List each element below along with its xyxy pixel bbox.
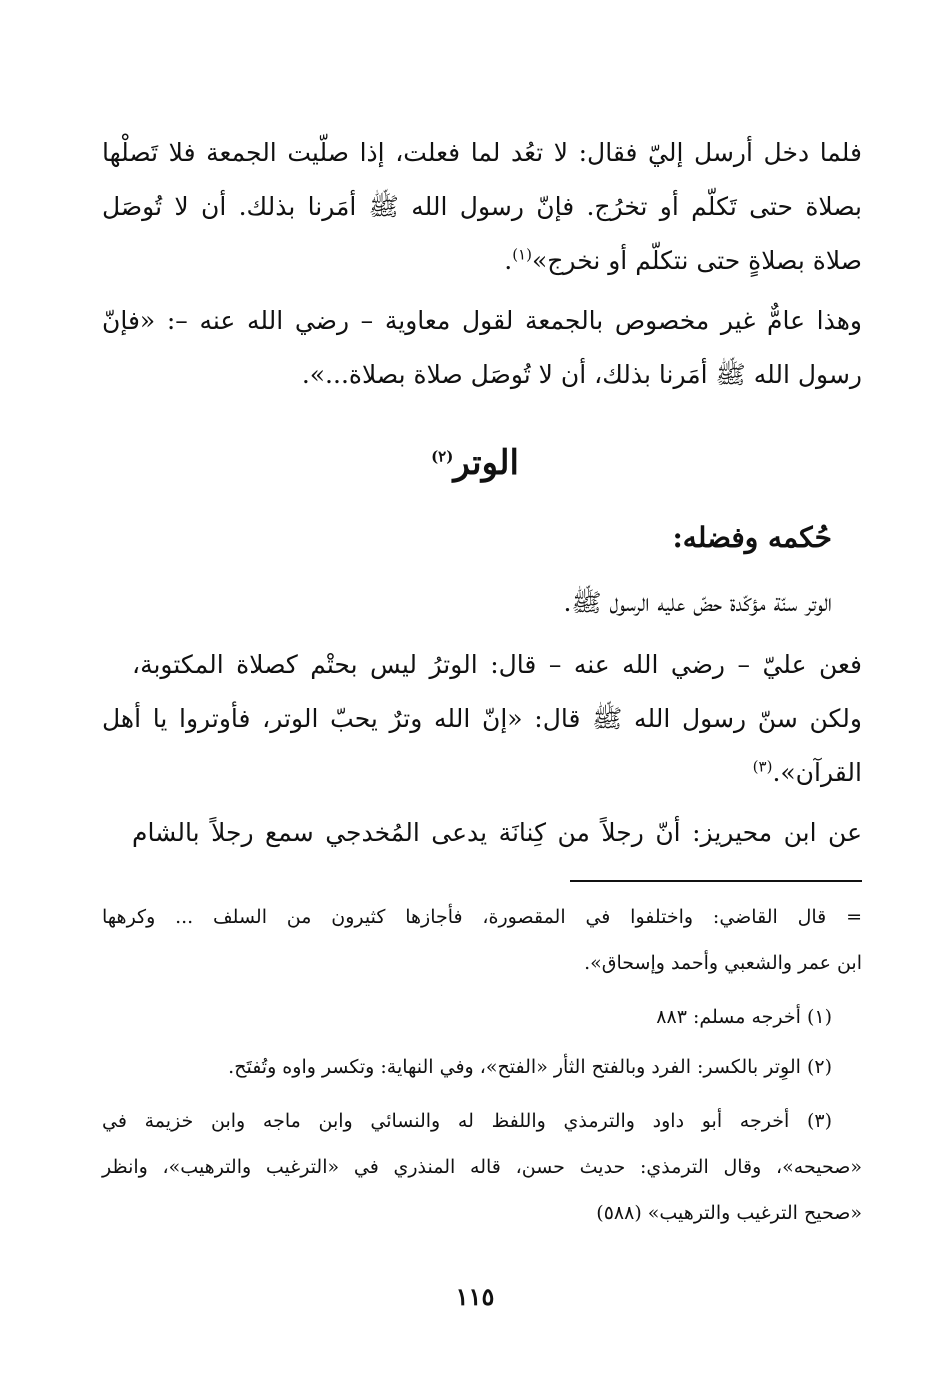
footnote-3-line2: «صحيحه»، وقال الترمذي: حديث حسن، قاله المنذري في «الترغيب والترهيب»، وانظر: [102, 1156, 862, 1178]
para4-line3: [102, 757, 862, 787]
section-title-text: الوتر: [453, 443, 519, 483]
para3-line1: الوتر سنّة مؤكّدة حضّ عليه الرسول ﷺ.: [563, 588, 832, 617]
para4-line3-text: القرآن».: [772, 758, 862, 787]
footnote-ref-1: (١): [512, 245, 532, 264]
para1-line3-end: .: [504, 246, 513, 275]
para5-line1: عن ابن محيريز: أنّ رجلاً من كِنانَة يدعى المُخدجي سمع رجلاً بالشام: [132, 818, 862, 847]
footnote-3-line1: (٣) أخرجه أبو داود والترمذي واللفظ له والنسائي وابن ماجه وابن خزيمة في: [102, 1110, 832, 1132]
para4-line2: ولكن سنّ رسول الله ﷺ قال: «إنّ الله وترٌ يحبّ الوتر، فأوتروا يا أهل: [102, 704, 862, 733]
page-number: ١١٥: [455, 1282, 495, 1311]
para2-line1: وهذا عامٌّ غير مخصوص بالجمعة لقول معاوية – رضي الله عنه –: «فإنّ: [102, 306, 862, 335]
para1-line3: [102, 245, 862, 275]
para2-line2: رسول الله ﷺ أمَرنا بذلك، أن لا تُوصَل صلاة بصلاة...».: [301, 360, 862, 389]
footnote-continued-line1: = قال القاضي: واختلفوا في المقصورة، فأجازها كثيرون من السلف ... وكرهها: [102, 906, 862, 928]
footnote-ref-3: (٣): [752, 757, 773, 776]
footnote-ref-2: (٢): [431, 447, 454, 466]
para1-line1: فلما دخل أرسل إليّ فقال: لا تعُد لما فعلت، إذا صلّيت الجمعة فلا تَصلْها: [102, 138, 862, 167]
footnote-1: (١) أخرجه مسلم: ٨٨٣: [656, 1006, 832, 1028]
footnote-2: (٢) الوِتر بالكسر: الفرد وبالفتح الثأر «الفتح»، وفي النهاية: وتكسر واوه وتُفتَح.: [228, 1056, 832, 1078]
subheading-ruling: حُكمه وفضله:: [672, 521, 832, 554]
para1-line2: بصلاة حتى تَكلّم أو تخرُج. فإنّ رسول الله ﷺ أمَرنا بذلك. أن لا تُوصَل: [102, 192, 862, 221]
para1-line3-text: صلاة بصلاةٍ حتى نتكلّم أو نخرج»: [531, 246, 862, 275]
footnote-3-line3: «صحيح الترغيب والترهيب» (٥٨٨): [596, 1202, 862, 1224]
section-title: [0, 443, 950, 483]
footnote-continued-line2: ابن عمر والشعبي وأحمد وإسحاق».: [584, 952, 862, 974]
para4-line1: فعن عليّ – رضي الله عنه – قال: الوترُ ليس بحتْم كصلاة المكتوبة،: [132, 650, 862, 679]
footnote-divider: [570, 880, 862, 882]
